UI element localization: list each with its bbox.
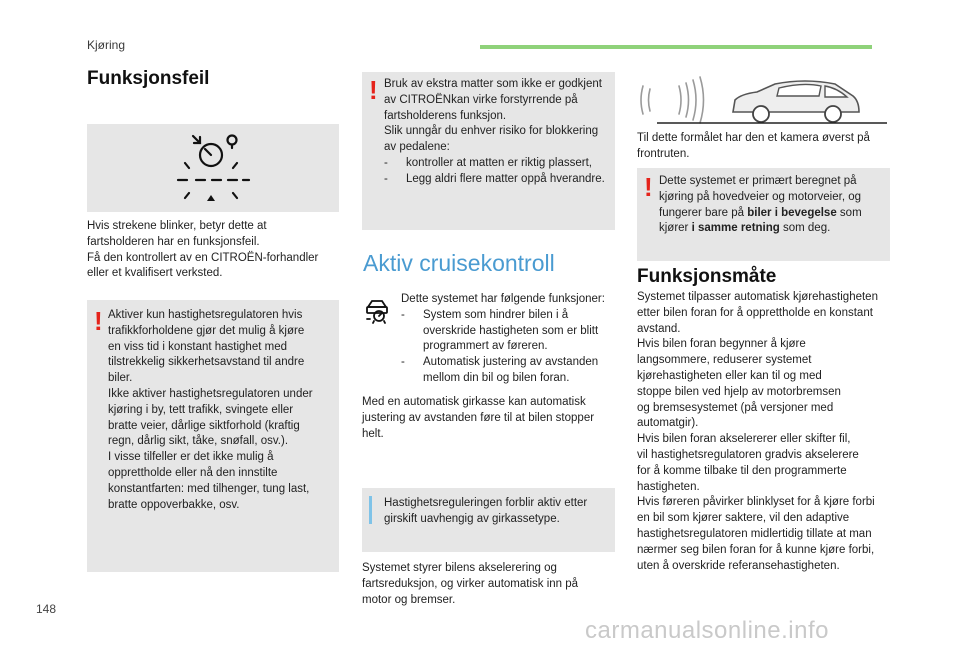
info-icon: [369, 496, 372, 524]
col2-para2: Systemet styrer bilens akselerering og fartsreduksjon, og virker automatisk inn på motor og bremser.: [362, 562, 579, 606]
col3-warning-box: [637, 168, 890, 261]
col2-warning-box: [362, 72, 615, 230]
col3-warning-text: Dette systemet er primært beregnet på kjøring på hovedveier og motorveier, og fungerer bare på biler i bevegelse som kjører i samme retning som deg.: [659, 175, 862, 235]
fault-indicator-box: [87, 124, 339, 212]
col1-title: Funksjonsfeil: [87, 68, 210, 89]
warning-icon: !: [644, 172, 653, 202]
col2-info-box: [362, 488, 615, 552]
col1-warning-text: Aktiver kun hastighetsregulatoren hvis trafikkforholdene gjør det mulig å kjøre en viss tid i konstant hastighet med tilstrekkelig sikkerhetsavstand til andre biler. Ikke aktiver hastighetsregulatoren under kjøring i by, tett trafikk, svingete eller bratte veier, dårlige siktforhold (kraftig regn, dårlig sikt, tåke, snøfall, osv.). I visse tilfeller er det ikke mulig å opprettholde eller nå den innstilte konstantfarten: med tilhenger, tung last, bratte oppoverbakke, osv.: [108, 309, 313, 511]
list-item: - Automatisk justering av avstanden mellom din bil og bilen foran.: [401, 356, 599, 384]
col3-para: Systemet tilpasser automatisk kjørehastigheten etter bilen foran for å opprettholde en konstant avstand. Hvis bilen foran begynner å kjøre langsommere, reduserer systemet kjørehastigheten eller kan til og med stoppe bilen ved hjelp av motorbremsen og bremsesystemet (på versjoner med automatgir). Hvis bilen foran akselererer eller skifter fil, vil hastighetsregulatoren gradvis akselerere for å komme tilbake til den programmerte hastigheten. Hvis føreren påvirker blinklyset for å kjøre forbi en bil som kjører saktere, vil den adaptive hastighetsregulatoren midlertidig tillate at man nærmer seg bilen foran for å kunne kjøre forbi, uten å overskride referansehastigheten.: [637, 291, 878, 572]
cruise-fault-indicator-icon: [175, 132, 253, 204]
col2-title: Aktiv cruisekontroll: [363, 250, 555, 276]
adaptive-cruise-icon: [364, 295, 394, 325]
col3-title: Funksjonsmåte: [637, 266, 777, 287]
col1-fault-text: Hvis strekene blinker, betyr dette at fartsholderen har en funksjonsfeil. Få den kontrollert av en CITROËN-forhandler eller et kvalifisert verksted.: [87, 220, 319, 280]
col2-para: Med en automatisk girkasse kan automatisk justering av avstanden føre til at bilen stopper helt.: [362, 396, 595, 440]
watermark: carmanualsonline.info: [585, 617, 829, 644]
page-number: 148: [36, 602, 57, 616]
col3-caption: Til dette formålet har den et kamera øverst på frontruten.: [637, 132, 870, 160]
list-item: - System som hindrer bilen i å overskride hastigheten som er blitt programmert av føreren.: [401, 308, 599, 353]
section-tag: Kjøring: [87, 38, 126, 52]
list-item: - kontroller at matten er riktig plassert,: [384, 156, 592, 169]
car-radar-illustration: [637, 74, 891, 126]
header-accent-bar: [480, 45, 872, 49]
col2-info-text: Hastighetsreguleringen forblir aktiv etter girskift uavhengig av girkassetype.: [384, 497, 588, 525]
list-item: - Legg aldri flere matter oppå hverandre.: [384, 172, 605, 185]
col2-warning-text: Bruk av ekstra matter som ikke er godkjent av CITROËNkan virke forstyrrende på fartsholderens funksjon. Slik unngår du enhver risiko for blokkering av pedalene: - kontroller at matten er riktig plassert, - Legg aldri flere matter oppå hverandre.: [384, 77, 614, 188]
warning-icon: !: [94, 306, 103, 336]
warning-icon: !: [369, 75, 378, 105]
col2-intro: Dette systemet har følgende funksjoner: - System som hindrer bilen i å overskride hastigheten som er blitt programmert av føreren. - Automatisk justering av avstanden mellom din bil og bilen foran.: [401, 292, 616, 387]
col1-warning-box: [87, 300, 339, 572]
